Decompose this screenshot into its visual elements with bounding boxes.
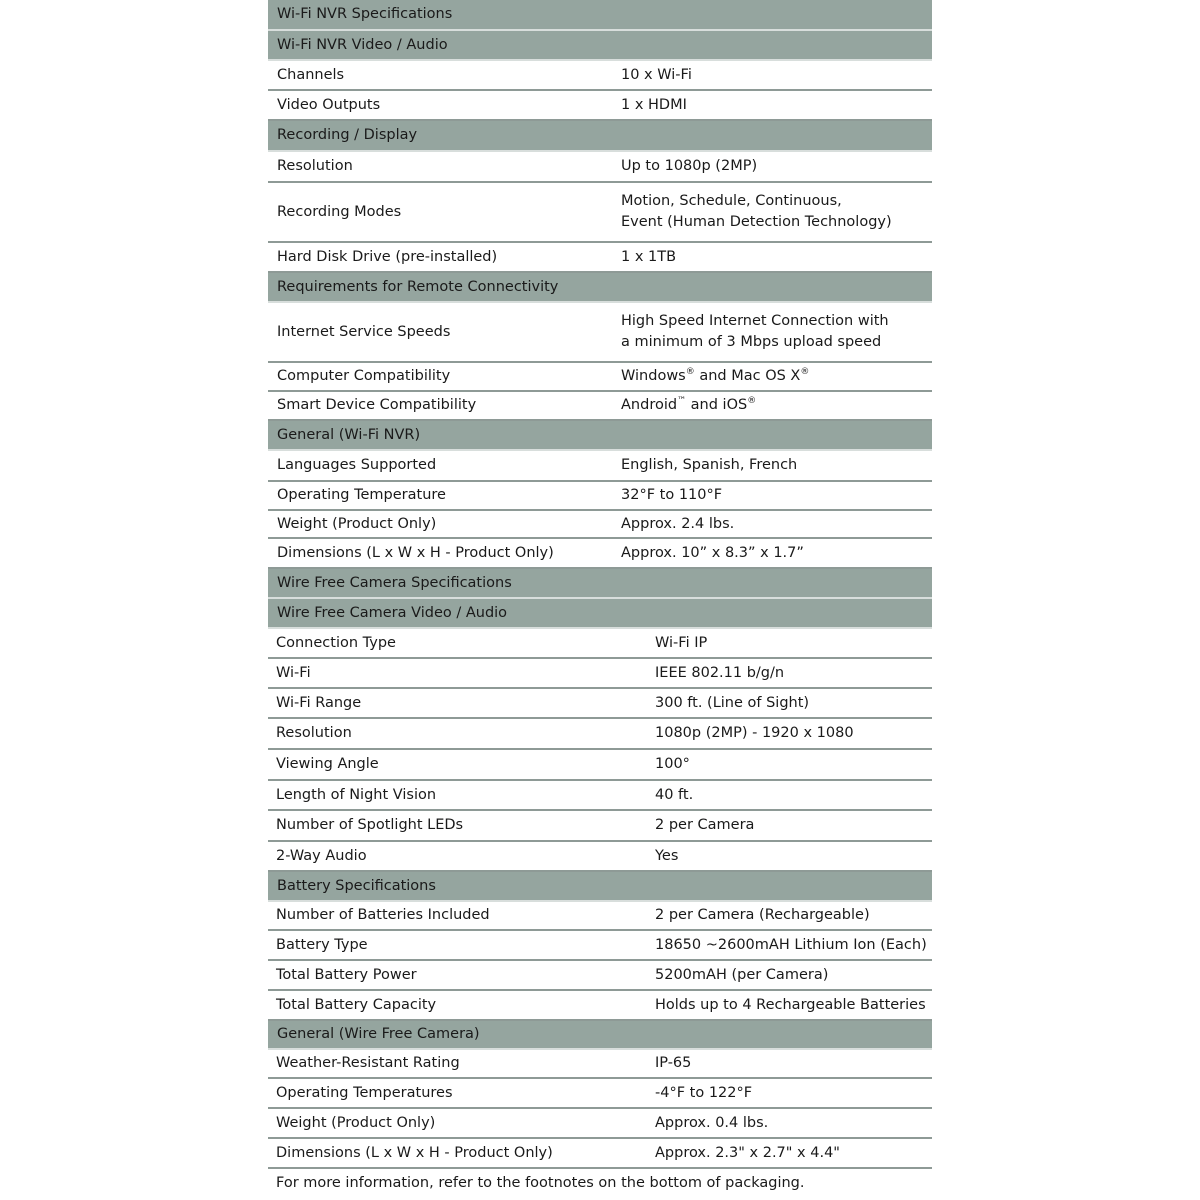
footnote: For more information, refer to the footnotes on the bottom of packaging.	[276, 1175, 805, 1191]
spec-value: Android™ and iOS®	[621, 396, 757, 413]
section-title: Wi-Fi NVR Specifications	[277, 6, 453, 22]
spec-row-hard-disk-drive-pre-installed	[268, 243, 932, 273]
spec-row-resolution	[268, 719, 932, 750]
spec-value: -4°F to 122°F	[655, 1084, 753, 1101]
specifications-table	[268, 0, 932, 1169]
spec-value: Yes	[655, 847, 679, 864]
section-header-wi-fi-nvr-video-audio	[268, 31, 932, 61]
spec-value: Wi-Fi IP	[655, 634, 708, 651]
spec-label: Internet Service Speeds	[277, 323, 451, 340]
section-title: Recording / Display	[277, 127, 418, 143]
spec-label: Number of Spotlight LEDs	[276, 817, 464, 833]
spec-label: Operating Temperatures	[276, 1084, 453, 1101]
section-header-wire-free-camera-video-audio	[268, 599, 932, 629]
spec-row-smart-device-compatibility	[268, 392, 932, 421]
spec-value: 100°	[655, 756, 690, 772]
spec-value: 2 per Camera (Rechargeable)	[655, 907, 870, 923]
spec-row-number-of-batteries-included	[268, 902, 932, 931]
spec-row-weight-product-only	[268, 511, 932, 539]
spec-label: Length of Night Vision	[276, 786, 437, 803]
spec-row-viewing-angle	[268, 750, 932, 781]
spec-row-internet-service-speeds	[268, 303, 932, 363]
section-title: Requirements for Remote Connectivity	[277, 278, 559, 295]
section-header-wi-fi-nvr-specifications	[268, 0, 932, 31]
section-header-recording-display	[268, 121, 932, 152]
section-title: General (Wire Free Camera)	[277, 1026, 480, 1042]
spec-row-dimensions-l-x-w-x-h-product-only	[268, 539, 932, 569]
section-title: Wi-Fi NVR Video / Audio	[277, 36, 448, 53]
spec-value: IP-65	[655, 1055, 692, 1071]
spec-row-operating-temperature	[268, 482, 932, 511]
spec-row-dimensions-l-x-w-x-h-product-only	[268, 1139, 932, 1169]
spec-row-weather-resistant-rating	[268, 1050, 932, 1079]
spec-value: 32°F to 110°F	[621, 487, 723, 503]
section-header-wire-free-camera-specifications	[268, 569, 932, 599]
spec-label: Operating Temperature	[277, 487, 446, 503]
spec-label: Resolution	[276, 725, 352, 741]
spec-row-video-outputs	[268, 91, 932, 121]
spec-row-total-battery-capacity	[268, 991, 932, 1021]
spec-label: Connection Type	[276, 634, 396, 651]
spec-value: Motion, Schedule, Continuous, Event (Human Detection Technology)	[621, 193, 892, 230]
spec-row-2-way-audio	[268, 842, 932, 872]
spec-row-connection-type	[268, 629, 932, 659]
spec-label: Weight (Product Only)	[277, 515, 437, 532]
spec-value: Up to 1080p (2MP)	[621, 158, 758, 174]
spec-value: High Speed Internet Connection with a minimum of 3 Mbps upload speed	[621, 313, 889, 350]
spec-label: Smart Device Compatibility	[277, 397, 477, 413]
spec-label: Dimensions (L x W x H - Product Only)	[277, 544, 554, 561]
section-header-requirements-for-remote-connectivity	[268, 273, 932, 303]
spec-row-wi-fi	[268, 659, 932, 689]
spec-label: Dimensions (L x W x H - Product Only)	[276, 1144, 553, 1161]
spec-row-length-of-night-vision	[268, 781, 932, 811]
section-title: Wire Free Camera Specifications	[277, 574, 512, 591]
spec-value: English, Spanish, French	[621, 457, 798, 473]
spec-label: Weight (Product Only)	[276, 1114, 436, 1131]
spec-value: 300 ft. (Line of Sight)	[655, 694, 810, 711]
spec-row-computer-compatibility	[268, 363, 932, 392]
spec-value: 1 x 1TB	[621, 248, 677, 265]
spec-value: IEEE 802.11 b/g/n	[655, 664, 785, 681]
spec-row-weight-product-only	[268, 1109, 932, 1139]
spec-row-recording-modes	[268, 183, 932, 243]
spec-label: Wi-Fi	[276, 664, 311, 681]
spec-value: 18650 ~2600mAH Lithium Ion (Each)	[655, 936, 927, 953]
spec-row-battery-type	[268, 931, 932, 961]
spec-label: Hard Disk Drive (pre-installed)	[277, 248, 498, 265]
spec-label: Wi-Fi Range	[276, 694, 362, 711]
spec-value: Windows® and Mac OS X®	[621, 367, 810, 384]
spec-label: Resolution	[277, 158, 353, 174]
spec-row-number-of-spotlight-leds	[268, 811, 932, 842]
spec-label: Channels	[277, 66, 345, 83]
spec-label: Languages Supported	[277, 457, 437, 473]
spec-value: Approx. 2.3" x 2.7" x 4.4"	[655, 1144, 840, 1161]
spec-label: 2-Way Audio	[276, 847, 367, 864]
spec-value: 1080p (2MP) - 1920 x 1080	[655, 725, 854, 741]
spec-value: 1 x HDMI	[621, 96, 687, 113]
spec-row-wi-fi-range	[268, 689, 932, 719]
spec-row-operating-temperatures	[268, 1079, 932, 1109]
spec-value: 2 per Camera	[655, 817, 755, 833]
section-title: Battery Specifications	[277, 877, 436, 894]
spec-label: Video Outputs	[277, 96, 381, 113]
spec-value: Approx. 10” x 8.3” x 1.7”	[621, 544, 804, 561]
spec-row-channels	[268, 61, 932, 91]
spec-value: 40 ft.	[655, 786, 694, 803]
section-title: General (Wi-Fi NVR)	[277, 426, 421, 443]
spec-label: Total Battery Capacity	[276, 996, 437, 1013]
spec-row-resolution	[268, 152, 932, 183]
spec-value: Holds up to 4 Rechargeable Batteries	[655, 996, 926, 1013]
spec-label: Weather-Resistant Rating	[276, 1055, 460, 1071]
spec-label: Total Battery Power	[276, 966, 417, 983]
section-header-general-wi-fi-nvr	[268, 421, 932, 451]
spec-value: Approx. 2.4 lbs.	[621, 515, 735, 532]
spec-value: 10 x Wi-Fi	[621, 66, 692, 83]
spec-label: Recording Modes	[277, 203, 402, 220]
spec-label: Battery Type	[276, 936, 368, 953]
spec-label: Viewing Angle	[276, 756, 379, 772]
spec-label: Computer Compatibility	[277, 368, 451, 384]
spec-row-languages-supported	[268, 451, 932, 482]
section-header-battery-specifications	[268, 872, 932, 902]
spec-value: Approx. 0.4 lbs.	[655, 1114, 769, 1131]
section-header-general-wire-free-camera	[268, 1021, 932, 1050]
spec-row-total-battery-power	[268, 961, 932, 991]
spec-label: Number of Batteries Included	[276, 907, 490, 923]
section-title: Wire Free Camera Video / Audio	[277, 604, 508, 621]
spec-value: 5200mAH (per Camera)	[655, 966, 829, 983]
